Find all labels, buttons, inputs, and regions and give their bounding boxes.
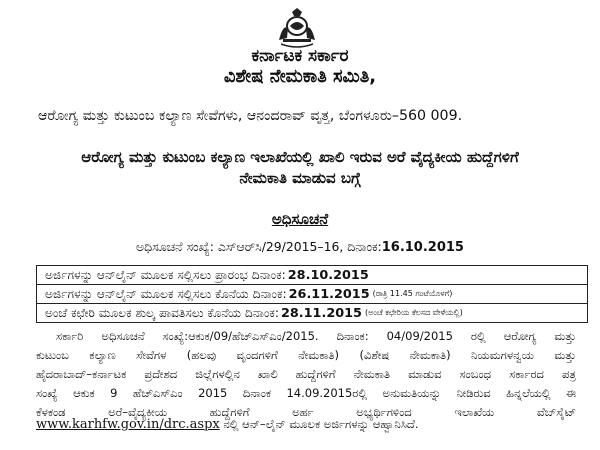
- subject-line-2: ನೇಮಕಾತಿ ಮಾಡುವ ಬಗ್ಗೆ: [239, 169, 361, 187]
- important-dates-table: [36, 265, 588, 323]
- office-address: ಆರೋಗ್ಯ ಮತ್ತು ಕುಟುಂಬ ಕಲ್ಯಾಣ ಸೇವೆಗಳು, ಆನಂದರಾವ್ ವೃತ್ತ, ಬೆಂಗಳೂರು–560 009.: [38, 108, 463, 124]
- date-row-online-last: [37, 285, 587, 304]
- date-value: 28.10.2015: [287, 267, 369, 283]
- reference-number: ಅಧಿಸೂಚನೆ ಸಂಖ್ಯೆ: ಎಸ್‌ಆರ್‌ಸಿ/29/2015–16, ದಿನಾಂಕ:: [136, 239, 382, 254]
- date-label: ಅರ್ಜಿಗಳನ್ನು ಆನ್‌ಲೈನ್ ಮೂಲಕ ಸಲ್ಲಿಸಲು ಪ್ರಾರಂಭ ದಿನಾಂಕ:: [45, 267, 286, 282]
- karnataka-state-emblem-icon: [273, 6, 321, 48]
- committee-heading: ವಿಶೇಷ ನೇಮಕಾತಿ ಸಮಿತಿ,: [223, 66, 377, 87]
- body-line: ಕುಟುಂಬ ಕಲ್ಯಾಣ ಸೇವೆಗಳ (ಹಲವು ವೃಂದಗಳಿಗೆ ನೇಮಕಾತಿ) (ವಿಶೇಷ ನೇಮಕಾತಿ) ನಿಯಮಗಳನ್ವಯ ಮತ್ತು: [36, 348, 576, 362]
- date-row-fee-last: [37, 304, 587, 322]
- reference-date: 16.10.2015: [381, 240, 464, 255]
- date-label: ಅಂಚೆ ಕಛೇರಿ ಮೂಲಕ ಶುಲ್ಕ ಪಾವತಿಸಲು ಕೊನೆಯ ದಿನಾಂಕ:: [45, 305, 279, 320]
- date-value: 26.11.2015: [288, 286, 370, 302]
- date-label: ಅರ್ಜಿಗಳನ್ನು ಆನ್‌ಲೈನ್ ಮೂಲಕ ಸಲ್ಲಿಸಲು ಕೊನೆಯ ದಿನಾಂಕ:: [45, 286, 287, 301]
- date-note: (ರಾತ್ರಿ 11.45 ಗಂಟೆಯೊಳಗೆ): [372, 289, 453, 298]
- body-line: ನಲ್ಲಿ ಆನ್–ಲೈನ್ ಮೂಲಕ ಅರ್ಜಿಗಳನ್ನು ಆಹ್ವಾನಿಸಿದೆ.: [223, 417, 419, 431]
- body-last-line: [36, 417, 418, 432]
- body-line: ಸಂಖ್ಯೆ ಆಕುಕ 9 ಹೆಚ್‌ಎಸ್‌ಎಂ 2015 ದಿನಾಂಕ 14.09.2015ರಲ್ಲಿ ಅನುಮತಿಯನ್ನು ನೀಡಿರುವ ಹಿನ್ನಲೆಯಲ್ಲಿ ಈ: [36, 386, 576, 400]
- body-line: ಹೈದರಾಬಾದ್–ಕರ್ನಾಟಕ ಪ್ರದೇಶದ ಜಿಲ್ಲೆಗಳಲ್ಲಿನ ಖಾಲಿ ಹುದ್ದೆಗಳಿಗೆ ನೇಮಕಾತಿ ಮಾಡುವ ಸಂಬಂಧ ಸರ್ಕಾರದ ಪತ್ರ: [36, 367, 576, 381]
- notification-title: ಅಧಿಸೂಚನೆ: [271, 210, 329, 228]
- date-note: (ಅಂಚೆ ಕಛೇರಿಯ ಕೆಲಸದ ವೇಳೆಯಲ್ಲಿ): [364, 308, 463, 317]
- government-heading: ಕರ್ನಾಟಕ ಸರ್ಕಾರ: [251, 46, 349, 66]
- body-line: ಕೆಳಕಂಡ ಅರೆ–ವೈದ್ಯಕೀಯ ಹುದ್ದೆಗಳಿಗೆ ಅರ್ಹ ಅಭ್ಯರ್ಥಿಗಳಿಂದ ಇಲಾಖೆಯ ವೆಬ್‌ಸೈಟ್: [36, 405, 576, 419]
- notification-reference: [0, 239, 600, 255]
- date-value: 28.11.2015: [280, 305, 362, 321]
- notification-body: [36, 327, 576, 422]
- body-line: ಸರ್ಕಾರಿ ಅಧಿಸೂಚನೆ ಸಂಖ್ಯೆ:ಆಕುಕ/09/ಹೆಚ್‌ಎಸ್‌ಎಂ/2015. ದಿನಾಂಕ: 04/09/2015 ರಲ್ಲಿ ಆರೋಗ್ಯ ಮತ್ತು: [56, 329, 576, 343]
- subject-line-1: ಆರೋಗ್ಯ ಮತ್ತು ಕುಟುಂಬ ಕಲ್ಯಾಣ ಇಲಾಖೆಯಲ್ಲಿ ಖಾಲಿ ಇರುವ ಅರೆ ವೈದ್ಯಕೀಯ ಹುದ್ದೆಗಳಿಗೆ: [81, 148, 519, 166]
- website-link[interactable]: www.karhfw.gov.in/drc.aspx: [36, 417, 220, 432]
- date-row-start: [37, 266, 587, 285]
